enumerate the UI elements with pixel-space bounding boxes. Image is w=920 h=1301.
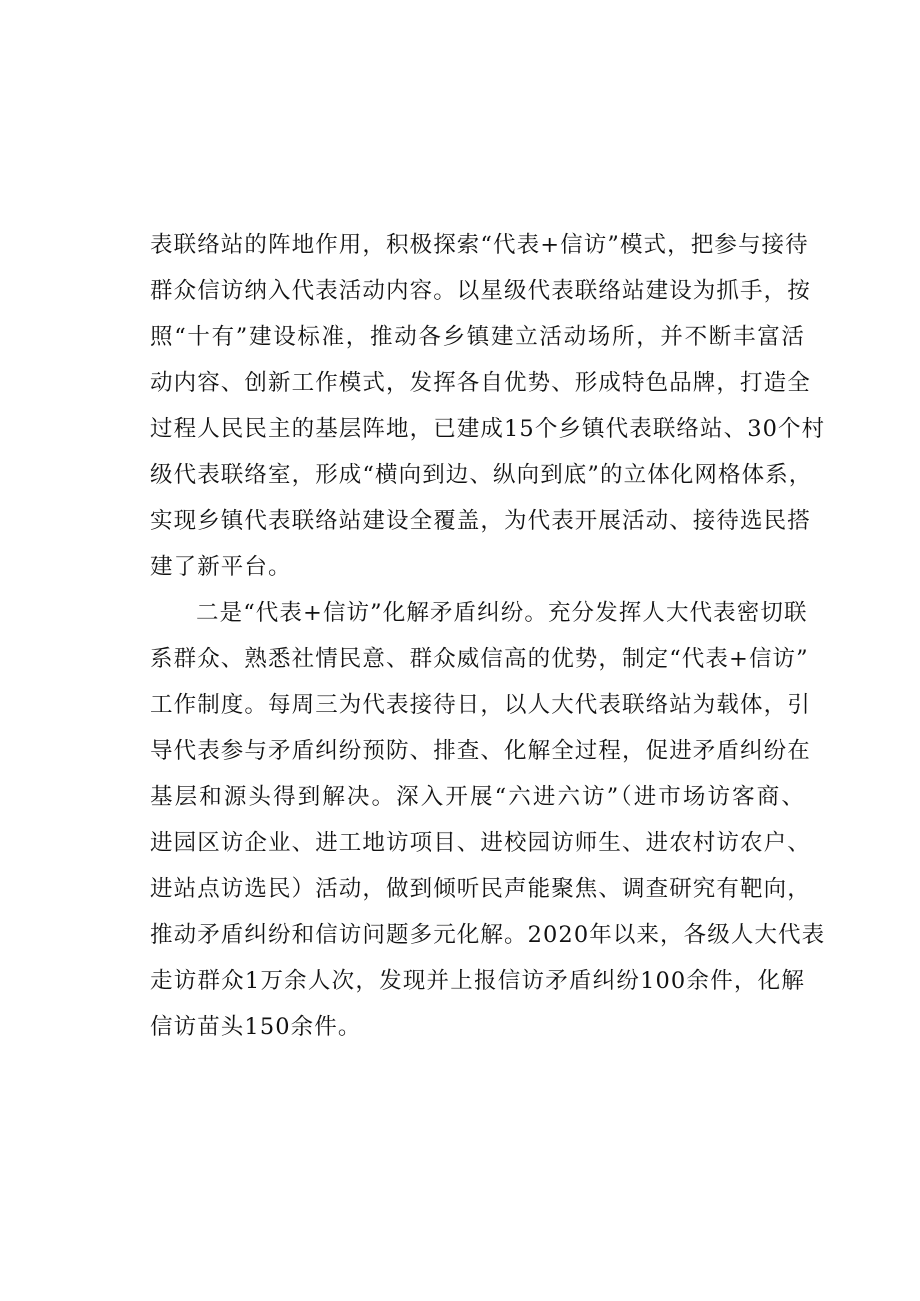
paragraph-line: 走访群众1万余人次，发现并上报信访矛盾纠纷100余件，化解 [150, 968, 805, 994]
paragraph-line: 进园区访企业、进工地访项目、进校园访师生、进农村访农户、 [150, 830, 811, 856]
paragraph-line: 群众信访纳入代表活动内容。以星级代表联络站建设为抓手，按 [150, 278, 811, 304]
paragraph-line: 照“十有”建设标准，推动各乡镇建立活动场所，并不断丰富活 [150, 324, 805, 350]
paragraph-line: 建了新平台。 [150, 554, 292, 580]
paragraph-line: 二是“代表+信访”化解矛盾纠纷。充分发挥人大代表密切联 [196, 600, 808, 626]
document-body [150, 222, 826, 1050]
paragraph-line: 系群众、熟悉社情民意、群众威信高的优势，制定“代表+信访” [150, 646, 809, 672]
paragraph-line: 进站点访选民）活动，做到倾听民声能聚焦、调查研究有靶向， [150, 876, 811, 902]
paragraph-1 [150, 222, 826, 590]
paragraph-line: 动内容、创新工作模式，发挥各自优势、形成特色品牌，打造全 [150, 370, 811, 396]
paragraph-line: 基层和源头得到解决。深入开展“六进六访”（进市场访客商、 [150, 784, 805, 810]
paragraph-line: 信访苗头150余件。 [150, 1014, 362, 1040]
paragraph-line: 级代表联络室，形成“横向到边、纵向到底”的立体化网格体系， [150, 462, 813, 488]
paragraph-line: 过程人民民主的基层阵地，已建成15个乡镇代表联络站、30个村 [150, 416, 826, 442]
paragraph-line: 工作制度。每周三为代表接待日，以人大代表联络站为载体，引 [150, 692, 811, 718]
paragraph-line: 表联络站的阵地作用，积极探索“代表+信访”模式，把参与接待 [150, 232, 809, 258]
paragraph-2 [150, 590, 826, 1050]
paragraph-line: 导代表参与矛盾纠纷预防、排查、化解全过程，促进矛盾纠纷在 [150, 738, 811, 764]
paragraph-line: 推动矛盾纠纷和信访问题多元化解。2020年以来，各级人大代表 [150, 922, 826, 948]
paragraph-line: 实现乡镇代表联络站建设全覆盖，为代表开展活动、接待选民搭 [150, 508, 811, 534]
